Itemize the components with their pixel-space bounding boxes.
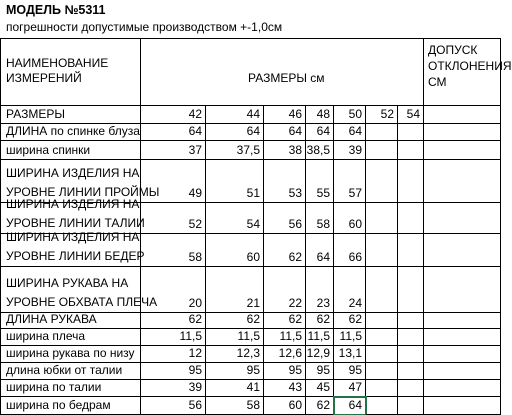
size-value-cell[interactable] (334, 203, 366, 234)
size-value-text: 38 (288, 143, 302, 157)
size-value-text: 58 (316, 217, 330, 231)
size-value-text: 11,5 (179, 329, 202, 343)
size-value-text: 22 (288, 296, 302, 310)
row-label-text: ШИРИНА ИЗДЕЛИЯ НА (6, 230, 140, 244)
size-value-text: 64 (316, 250, 330, 264)
size-value-text: 54 (406, 107, 420, 121)
size-value-text: 13,1 (338, 346, 362, 360)
header-tolerance-line-1: ДОПУСК (428, 43, 478, 57)
size-value-text: 62 (316, 398, 330, 412)
size-value-text: 53 (288, 186, 302, 200)
size-value-text: 37 (188, 143, 202, 157)
size-value-cell[interactable] (206, 160, 264, 203)
size-value-text: 11,5 (339, 329, 362, 343)
tolerance-note: погрешности допустимые производством +-1,0см (6, 20, 283, 34)
size-value-cell[interactable] (366, 397, 398, 415)
size-value-text: 51 (246, 186, 260, 200)
size-value-text: 11,5 (279, 329, 302, 343)
header-tolerance-line-2: ОТКЛОНЕНИЯ (428, 59, 512, 73)
tolerance-value-cell[interactable] (424, 124, 501, 141)
tolerance-value-cell[interactable] (424, 234, 501, 267)
row-label-cell[interactable] (0, 380, 141, 397)
size-value-cell[interactable] (398, 124, 424, 141)
header-sizes-cell[interactable] (141, 38, 424, 106)
size-value-cell[interactable] (334, 141, 366, 160)
size-value-text: 62 (316, 312, 330, 326)
size-value-text: 62 (188, 312, 202, 326)
size-value-text: 95 (246, 363, 260, 377)
size-value-cell[interactable] (366, 313, 398, 329)
size-value-text: 64 (316, 124, 330, 138)
row-label-text: УРОВНЕ ЛИНИИ ПРОЙМЫ (6, 185, 160, 199)
row-label-text: ДЛИНА РУКАВА (6, 312, 97, 326)
size-value-cell[interactable] (141, 124, 206, 141)
tolerance-value-cell[interactable] (424, 203, 501, 234)
row-label-text: УРОВНЕ ОБХВАТА ПЛЕЧА (6, 295, 158, 309)
model-title: МОДЕЛЬ №5311 (6, 3, 106, 17)
size-value-cell[interactable] (206, 234, 264, 267)
size-value-cell[interactable] (306, 124, 334, 141)
header-sizes-label: РАЗМЕРЫ см (248, 71, 325, 85)
row-label-cell[interactable] (0, 141, 141, 160)
size-value-text: 41 (246, 380, 260, 394)
size-value-cell[interactable] (306, 234, 334, 267)
row-label-text: длина юбки от талии (6, 363, 123, 377)
size-value-cell[interactable] (366, 329, 398, 346)
size-value-text: 20 (188, 296, 202, 310)
row-label-text: ШИРИНА РУКАВА НА (6, 276, 129, 290)
size-value-text: 66 (348, 250, 362, 264)
row-label-text: УРОВНЕ ЛИНИИ БЕДЕР (6, 249, 145, 263)
size-value-cell[interactable] (334, 267, 366, 313)
size-value-cell[interactable] (306, 267, 334, 313)
size-value-text: 21 (246, 296, 260, 310)
row-label-cell[interactable] (0, 124, 141, 141)
size-value-cell[interactable] (398, 106, 424, 124)
size-value-cell[interactable] (306, 160, 334, 203)
size-value-text: 23 (316, 296, 330, 310)
size-value-cell[interactable] (366, 124, 398, 141)
size-value-cell[interactable] (366, 234, 398, 267)
size-value-text: 11,5 (307, 329, 330, 343)
size-value-cell[interactable] (366, 380, 398, 397)
size-value-text: 64 (188, 124, 202, 138)
size-value-cell[interactable] (398, 397, 424, 415)
row-label-cell[interactable] (0, 267, 158, 313)
size-value-cell[interactable] (334, 234, 366, 267)
size-value-text: 47 (348, 380, 362, 394)
size-value-text: 12,6 (278, 346, 302, 360)
row-label-text: ширина спинки (6, 143, 91, 157)
size-value-text: 62 (348, 312, 362, 326)
size-value-text: 38,5 (306, 143, 330, 157)
tolerance-value-cell[interactable] (424, 313, 501, 329)
size-value-cell[interactable] (306, 380, 334, 397)
size-value-cell[interactable] (398, 234, 424, 267)
size-value-cell[interactable] (366, 203, 398, 234)
size-value-text: 42 (188, 107, 202, 121)
size-value-text: 45 (316, 380, 330, 394)
size-value-text: 64 (246, 124, 260, 138)
tolerance-value-cell[interactable] (424, 267, 501, 313)
row-label-text: ширина по талии (6, 380, 102, 394)
row-label-text: РАЗМЕРЫ (6, 107, 65, 121)
size-value-cell[interactable] (334, 124, 366, 141)
size-value-text: 44 (246, 107, 260, 121)
header-tolerance-line-3: СМ (428, 75, 447, 89)
size-value-cell[interactable] (264, 267, 306, 313)
size-value-cell[interactable] (366, 363, 398, 380)
size-value-cell[interactable] (398, 267, 424, 313)
size-value-cell[interactable] (398, 380, 424, 397)
size-value-text: 37,5 (236, 143, 260, 157)
tolerance-value-cell[interactable] (424, 363, 501, 380)
size-value-text: 62 (246, 312, 260, 326)
size-value-cell[interactable] (306, 141, 334, 160)
size-value-text: 95 (348, 363, 362, 377)
size-value-text: 50 (348, 107, 362, 121)
row-label-text: ширина плеча (6, 329, 86, 343)
size-value-text: 60 (246, 250, 260, 264)
size-value-text: 64 (348, 398, 362, 412)
size-value-text: 56 (188, 398, 202, 412)
size-value-cell[interactable] (366, 346, 398, 363)
size-value-cell[interactable] (264, 203, 306, 234)
header-param-line-1: НАИМЕНОВАНИЕ (6, 56, 109, 70)
size-value-text: 39 (188, 380, 202, 394)
header-tolerance-cell[interactable] (424, 38, 512, 106)
size-value-cell[interactable] (366, 141, 398, 160)
header-param-cell[interactable] (0, 38, 141, 106)
row-label-text: УРОВНЕ ЛИНИИ ТАЛИИ (6, 216, 145, 230)
size-value-text: 62 (288, 250, 302, 264)
row-label-cell[interactable] (0, 397, 141, 415)
size-value-text: 46 (288, 107, 302, 121)
size-value-text: 95 (316, 363, 330, 377)
row-label-text: ширина рукава по низу (6, 346, 135, 360)
header-param-line-2: ИЗМЕРЕНИЙ (6, 71, 82, 85)
size-value-cell[interactable] (206, 267, 264, 313)
size-value-cell[interactable] (141, 234, 206, 267)
size-value-text: 60 (288, 398, 302, 412)
size-value-cell[interactable] (206, 141, 264, 160)
tolerance-value-cell[interactable] (424, 329, 501, 346)
size-value-cell[interactable] (141, 267, 206, 313)
size-value-text: 60 (348, 217, 362, 231)
row-label-text: ДЛИНА по спинке блуза (6, 124, 140, 138)
size-value-cell[interactable] (334, 160, 366, 203)
size-value-cell[interactable] (398, 203, 424, 234)
size-value-cell[interactable] (398, 160, 424, 203)
size-value-cell[interactable] (398, 346, 424, 363)
row-label-text: ширина по бедрам (6, 398, 111, 412)
size-value-cell[interactable] (398, 141, 424, 160)
size-value-cell[interactable] (141, 160, 206, 203)
size-value-text: 64 (288, 124, 302, 138)
size-value-cell[interactable] (398, 313, 424, 329)
row-label-text: ШИРИНА ИЗДЕЛИЯ НА (6, 197, 140, 211)
size-value-text: 12,9 (306, 346, 330, 360)
size-value-cell[interactable] (306, 203, 334, 234)
size-value-text: 95 (188, 363, 202, 377)
size-value-text: 24 (348, 296, 362, 310)
size-value-text: 12 (188, 346, 202, 360)
tolerance-value-cell[interactable] (424, 141, 501, 160)
size-value-cell[interactable] (264, 380, 306, 397)
size-value-text: 48 (316, 107, 330, 121)
size-value-text: 55 (316, 186, 330, 200)
row-label-text: ШИРИНА ИЗДЕЛИЯ НА (6, 166, 140, 180)
size-value-cell[interactable] (398, 363, 424, 380)
size-value-cell[interactable] (334, 380, 366, 397)
size-value-cell[interactable] (206, 380, 264, 397)
size-value-cell[interactable] (264, 160, 306, 203)
tolerance-value-cell[interactable] (424, 380, 501, 397)
size-value-text: 58 (188, 250, 202, 264)
size-value-cell[interactable] (334, 397, 366, 415)
row-label-cell[interactable] (0, 230, 145, 267)
size-value-cell[interactable] (366, 160, 398, 203)
size-value-text: 95 (288, 363, 302, 377)
size-value-text: 43 (288, 380, 302, 394)
tolerance-value-cell[interactable] (424, 106, 501, 124)
size-value-cell[interactable] (264, 124, 306, 141)
size-value-text: 57 (348, 186, 362, 200)
size-value-text: 52 (188, 217, 202, 231)
size-value-cell[interactable] (206, 203, 264, 234)
size-value-cell[interactable] (141, 380, 206, 397)
size-value-text: 62 (288, 312, 302, 326)
size-value-cell[interactable] (398, 329, 424, 346)
tolerance-value-cell[interactable] (424, 160, 501, 203)
size-value-cell[interactable] (141, 203, 206, 234)
size-value-cell[interactable] (264, 234, 306, 267)
size-value-text: 56 (288, 217, 302, 231)
size-value-cell[interactable] (141, 397, 206, 415)
size-value-cell[interactable] (206, 397, 264, 415)
size-value-text: 12,3 (236, 346, 260, 360)
size-value-cell[interactable] (264, 397, 306, 415)
size-value-cell[interactable] (206, 124, 264, 141)
size-value-text: 52 (380, 107, 394, 121)
size-value-text: 54 (246, 217, 260, 231)
size-value-cell[interactable] (366, 106, 398, 124)
size-value-cell[interactable] (306, 397, 334, 415)
size-value-cell[interactable] (141, 141, 206, 160)
size-value-text: 11,5 (237, 329, 260, 343)
size-value-cell[interactable] (366, 267, 398, 313)
tolerance-value-cell[interactable] (424, 397, 501, 415)
size-value-text: 49 (188, 186, 202, 200)
size-value-cell[interactable] (264, 141, 306, 160)
size-value-text: 39 (348, 143, 362, 157)
size-value-text: 64 (348, 124, 362, 138)
tolerance-value-cell[interactable] (424, 346, 501, 363)
size-value-text: 58 (246, 398, 260, 412)
